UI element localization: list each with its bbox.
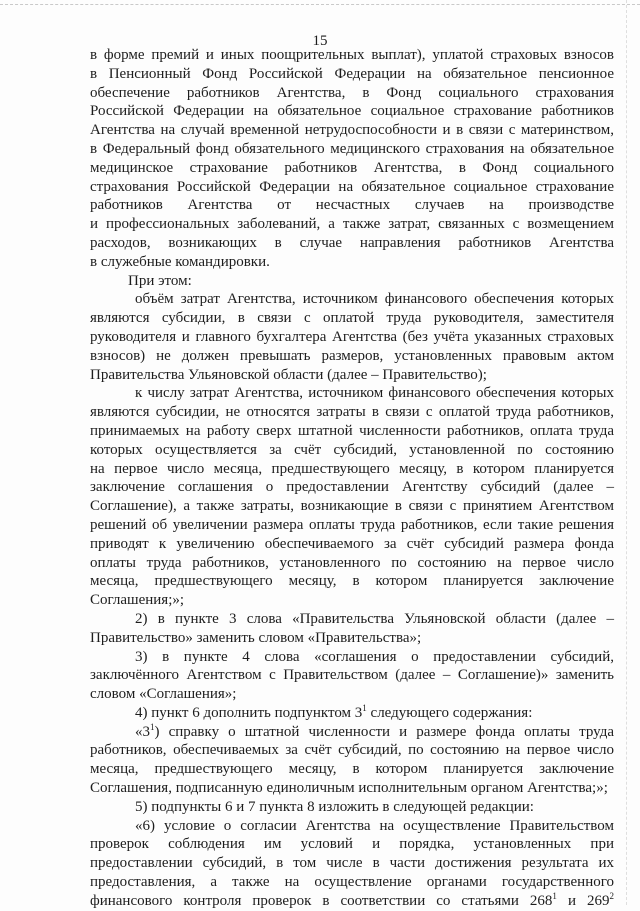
text-line: словом «Соглашения»; [90,686,237,703]
top-scan-edge [0,4,640,5]
text-line: являются субсидии, не относятся затраты в связи с оплатой труда работников, [90,404,614,421]
text-line: «$3^1$) справку о штатной численности и размере фонда оплаты труда [135,721,614,740]
text-line: руководителя и главного бухгалтера Агентства (без учёта указанных страховых [90,328,614,345]
text-line: месяца, предшествующего месяцу, в котором планируется заключение [90,573,614,590]
text-line: При этом: [128,272,192,289]
text-line: работников, обеспечиваемых за счёт субсидий, по состоянию на первое число [90,742,614,759]
text-line: проверок соблюдения им условий и порядка, установленных при [90,836,614,853]
text-line: медицинское страхование работников Агентства, в Фонд социального [90,159,614,176]
text-line: финансового контроля проверок в соответствии со статьями $268^1$ и $269^2$ [90,890,614,909]
text-line: Правительство» заменить словом «Правительства»; [90,629,422,646]
text-line: 3) в пункте 4 слова «соглашения о предоставлении субсидий, [135,648,614,665]
text-line: 4) пункт 6 дополнить подпунктом $3^1$ следующего содержания: [135,702,533,721]
text-line: Соглашения;»; [90,592,185,609]
right-scan-edge [626,0,627,905]
text-line: Соглашение), а также затраты, возникающие в связи с принятием Агентством [90,498,614,515]
text-line: заключение соглашения о предоставлении Агентству субсидий (далее – [90,479,614,496]
document-body [90,46,614,911]
text-line: Соглашения, подписанную единоличным исполнительным органом Агентства;»; [90,780,608,797]
text-line: заключённого Агентством с Правительством (далее – Соглашение)» заменить [90,667,614,684]
text-line: «6) условие о согласии Агентства на осуществление Правительством [135,817,614,834]
text-line: принимаемых на работу сверх штатной численности работников, оплата труда [90,422,614,439]
text-line: в Федеральный фонд обязательного медицинского страхования на обязательное [90,140,614,157]
text-line: в Пенсионный Фонд Российской Федерации на обязательное пенсионное [90,65,614,82]
text-line: предоставления, а также на осуществление органами государственного [90,874,614,891]
text-line: Агентства на случай временной нетрудоспособности и в связи с материнством, [90,122,614,139]
text-line: к числу затрат Агентства, источником финансового обеспечения которых [135,385,614,402]
text-line: оплаты труда работников, установленного по состоянию на первое число [90,554,614,571]
text-line: страхования Российской Федерации на обязательное социальное страхование [90,178,614,195]
text-line: в форме премий и иных поощрительных выплат), уплатой страховых взносов [90,47,614,63]
text-line: работников Агентства от несчастных случаев на производстве [90,197,614,214]
text-line: обеспечение работников Агентства, в Фонд социального страхования [90,84,614,101]
text-line: в служебные командировки. [90,253,270,270]
text-line: 5) подпункты 6 и 7 пункта 8 изложить в следующей редакции: [135,798,534,815]
text-line: которых осуществляется за счёт субсидий, установленной по состоянию [90,441,614,458]
text-line: объём затрат Агентства, источником финансового обеспечения которых [135,291,614,308]
page-number: 15 [312,33,328,49]
text-line: предоставлении субсидий, в том числе в части достижения результата их [90,855,614,872]
text-line: на первое число месяца, предшествующего месяцу, в котором планируется [90,460,614,477]
text-line: расходов, возникающих в случае направления работников Агентства [90,234,614,251]
text-line: решений об увеличении размера оплаты труда работников, если такие решения [90,516,614,533]
text-line: и профессиональных заболеваний, а также затрат, связанных с возмещением [90,216,614,233]
text-line: являются субсидии, в связи с оплатой труда руководителя, заместителя [90,310,614,327]
text-line: приводят к увеличению обеспечиваемого за счёт субсидий размера фонда [90,535,614,552]
text-line: взносов) не должен превышать размеров, установленных правовым актом [90,347,614,364]
text-line: Российской Федерации на обязательное социальное страхование работников [90,103,614,120]
text-line: Правительства Ульяновской области (далее – Правительство); [90,366,487,383]
text-line: 2) в пункте 3 слова «Правительства Ульяновской области (далее – [135,610,614,627]
text-line: месяца, предшествующего месяцу, в котором планируется заключение [90,761,614,778]
